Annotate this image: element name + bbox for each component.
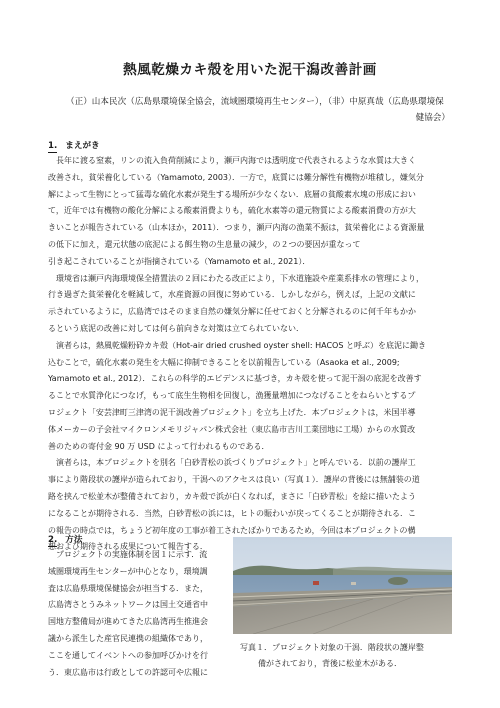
section-1-number: 1.	[48, 141, 58, 151]
body-text-line: プロジェクトの実施体制を図１に示す．流	[56, 550, 208, 559]
body-text-line: 査は広島県環境保健協会が担当する．また，	[48, 583, 208, 593]
section-2-title: 方法	[65, 535, 83, 545]
section-1-body	[48, 153, 454, 556]
body-text-line: う．東広島市は行政としての許認可や広報に	[48, 667, 208, 677]
body-text-line: 国地方整備局が進めてきた広島湾再生推進会	[48, 617, 208, 627]
section-1-title: まえがき	[65, 141, 100, 151]
body-text-line: るという底泥の改善に対しては何ら前向きな対策は立てられていない．	[48, 323, 304, 333]
author-list	[66, 94, 450, 126]
body-text-line: ここを通してイベントへの参加呼びかけを行	[48, 650, 208, 660]
body-text-line: ることで水質浄化につなげ，もって底生生物相を回復し，漁獲量増加につなげることをねらいとするプ	[48, 391, 416, 401]
body-text-line: 善のための寄付金 90 万 USD によって行われるものである．	[48, 441, 270, 451]
body-text-line: の報告の時点では，ちょうど初年度の工事が着工されたばかりであるため，今回は本プロジェクトの構	[48, 525, 416, 535]
body-text-line: 示されているように，広島湾ではそのまま自然の嫌気分解に任せておくと分解されるのに何千年もかか	[48, 307, 416, 317]
body-text-line: 引き起こされていることが指摘されている（Yamamoto et al., 2021）．	[48, 256, 311, 266]
body-text-line: 演者らは，本プロジェクトを別名「白砂青松の浜づくりプロジェクト」と呼んでいる．以前の護岸工	[56, 458, 416, 468]
body-text-line: の低下に加え，還元状態の底泥による餌生物の生息量の減少，の２つの要因が重なって	[48, 239, 361, 249]
body-text-line: て，近年では有機物の酸化分解による酸素消費よりも，硫化水素等の還元物質による酸素消費の方が大	[48, 206, 416, 216]
section-1-heading	[48, 139, 100, 153]
body-text-line: 改善され，貧栄養化している（Yamamoto, 2003）．一方で，底質には難分解性有機物が堆積し，嫌気分	[48, 172, 424, 182]
photo-caption-line-2: 備がされており，背後に松並木がある．	[258, 659, 402, 668]
body-text-line: 体メーカーの子会社マイクロンメモリジャパン株式会社（東広島市吉川工業団地に工場）からの水質改	[48, 424, 416, 434]
body-text-line: 路を挟んで松並木が整備されており，カキ殻で浜が白くなれば，まさに「白砂青松」を絵に描いたよう	[48, 491, 416, 501]
body-text-line: 広島湾さとうみネットワークは国土交通省中	[48, 600, 208, 610]
body-text-line: になることが期待される．当然，白砂青松の浜には，ヒトの賑わいが戻ってくることが期待される．こ	[48, 508, 416, 518]
section-2-body	[48, 547, 226, 681]
author-line-1: （正）山本民次（広島県環境保全協会，流域圏環境再生センター），（非）中原真哉（広島県環境保	[66, 97, 444, 107]
body-text-line: 行き過ぎた貧栄養化を軽減して，水産資源の回復に努めている．しかしながら，例えば，上記の文献に	[48, 290, 416, 300]
body-text-line: 議から派生した産官民連携の組織体であり，	[48, 633, 208, 643]
tidal-flat-photo	[233, 537, 452, 634]
body-text-line: 演者らは，熱風乾燥粉砕カキ殻（Hot-air dried crushed oyster shell: HACOS と呼ぶ）を底泥に鋤き	[56, 340, 426, 350]
section-2-heading	[48, 533, 82, 547]
body-text-line: Yamamoto et al., 2012）．これらの科学的エビデンスに基づき，カキ殻を使って泥干潟の底泥を改善す	[48, 374, 422, 384]
body-text-line: きいことが報告されている（山本ほか，2011）．つまり，瀬戸内海の漁業不振は，貧栄養化による資源量	[48, 223, 425, 233]
body-text-line: 解によって生物にとって猛毒な硫化水素が発生する場所が少なくない．底層の貧酸素水塊の形成におい	[48, 189, 416, 199]
body-text-line: 域圏環境再生センターが中心となり，環境調	[48, 566, 208, 576]
author-line-2: 健協会）	[415, 113, 450, 123]
paper-title: 熱風乾燥カキ殻を用いた泥干潟改善計画	[123, 62, 377, 78]
body-text-line: 事により階段状の護岸が造られており，干潟へのアクセスは良い（写真１）．護岸の背後には無舗装の道	[48, 475, 420, 485]
section-2-number: 2.	[48, 535, 58, 545]
body-text-line: 環境省は瀬戸内海環境保全措置法の２回にわたる改正により，下水道施設や産業系排水の管理により，	[56, 273, 424, 283]
body-text-line: 込むことで，硫化水素の発生を大幅に抑制できることを以前報告している（Asaoka et al., 2009;	[48, 357, 400, 367]
photo-caption	[240, 640, 454, 672]
body-text-line: 長年に渡る窒素，リンの流入負荷削減により，瀬戸内海では透明度で代表されるような水質は大きく	[56, 156, 416, 165]
body-text-line: 想および期待される成果について報告する．	[48, 542, 208, 552]
body-text-line: ロジェクト「安芸津町三津湾の泥干潟改善プロジェクト」を立ち上げた．本プロジェクトは，米国半導	[48, 407, 416, 417]
photo-caption-line-1: 写真１．プロジェクト対象の干潟．階段状の護岸整	[240, 643, 424, 652]
